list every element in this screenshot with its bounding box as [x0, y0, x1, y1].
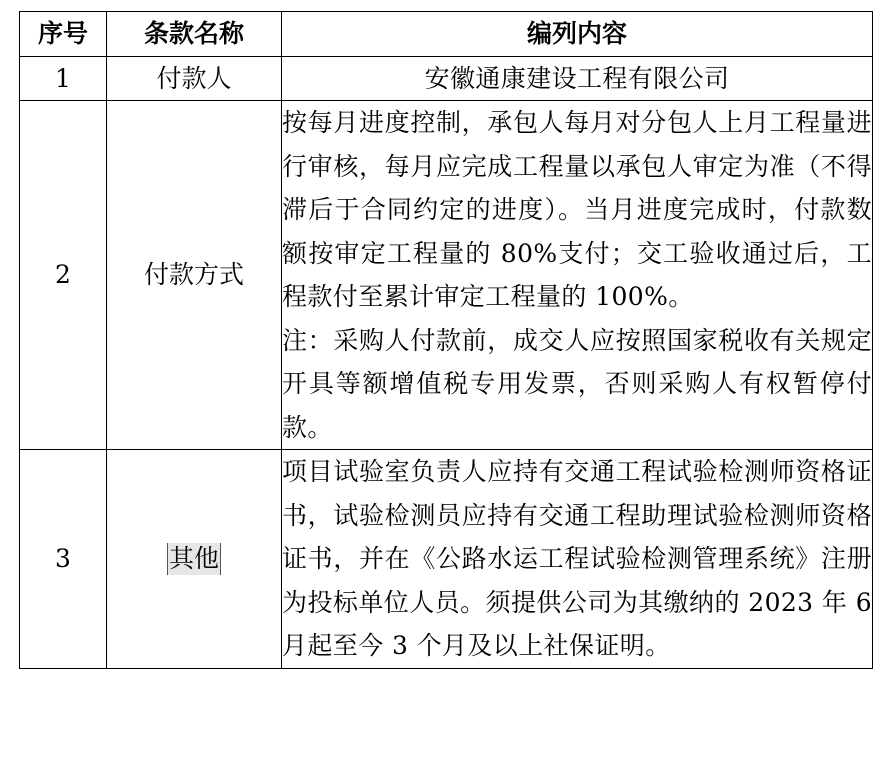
header-content: 编列内容: [282, 12, 873, 57]
table-row: [20, 450, 873, 669]
row-seq: 2: [20, 101, 107, 450]
table-header-row: [20, 12, 873, 57]
row-clause-name: [107, 450, 282, 669]
content-paragraph: 项目试验室负责人应持有交通工程试验检测师资格证书，试验检测员应持有交通工程助理试验检测师资格证书，并在《公路水运工程试验检测管理系统》注册为投标单位人员。须提供公司为其缴纳的 2023 年 6 月起至今 3 个月及以上社保证明。: [282, 457, 872, 660]
content-paragraph: 按每月进度控制，承包人每月对分包人上月工程量进行审核，每月应完成工程量以承包人审定为准（不得滞后于合同约定的进度）。当月进度完成时，付款数额按审定工程量的 80%支付；交工验收通过后，工程款付至累计审定工程量的 100%。: [282, 108, 872, 311]
header-seq: 序号: [20, 12, 107, 57]
row-clause-name: 付款人: [107, 56, 282, 101]
table-row: [20, 56, 873, 101]
row-clause-name: 付款方式: [107, 101, 282, 450]
row-content: 安徽通康建设工程有限公司: [282, 56, 873, 101]
table-row: [20, 101, 873, 450]
highlighted-clause-name[interactable]: 其他: [168, 544, 219, 573]
row-seq: 3: [20, 450, 107, 669]
row-seq: 1: [20, 56, 107, 101]
row-content: [282, 450, 873, 669]
header-clause-name: 条款名称: [107, 12, 282, 57]
content-note: 注：采购人付款前，成交人应按照国家税收有关规定开具等额增值税专用发票，否则采购人有权暂停付款。: [282, 325, 872, 442]
row-content: [282, 101, 873, 450]
clause-table: [19, 11, 873, 669]
